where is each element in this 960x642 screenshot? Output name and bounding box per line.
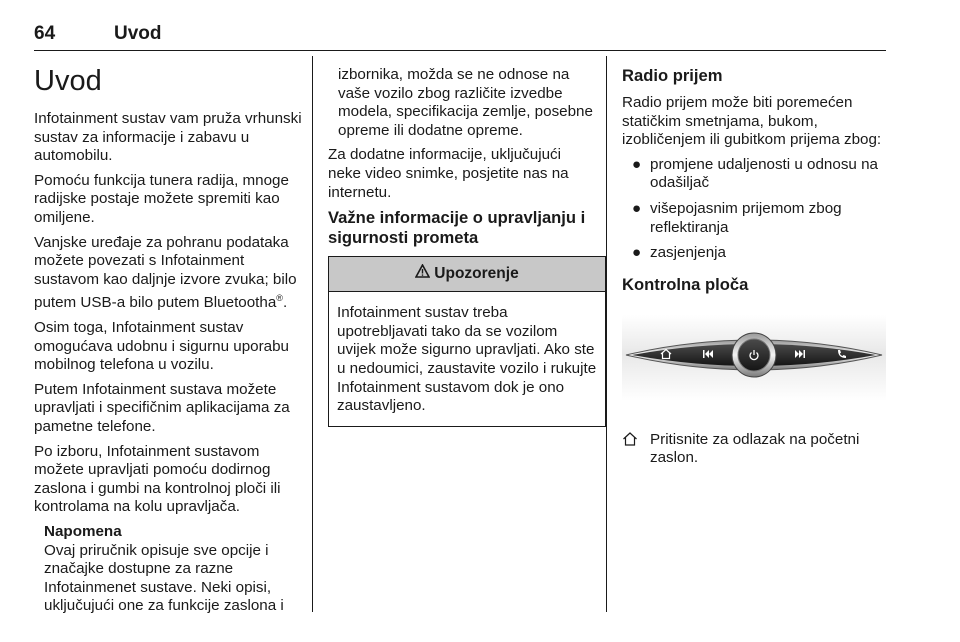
bullet-list [622, 156, 886, 263]
column-2 [328, 66, 597, 427]
list-item-text: promjene udaljenosti u odnosu na odašiljač [650, 155, 878, 192]
main-heading: Uvod [34, 65, 102, 97]
note-title: Napomena [44, 522, 122, 540]
page-number: 64 [34, 23, 56, 44]
list-item-text: višepojasnim prijemom zbog reflektiranja [650, 199, 842, 236]
paragraph [34, 234, 302, 313]
note-continuation: izbornika, možda se ne odnose na vaše vozilo zbog različite izvedbe modela, specifikacija zemlje, posebne opreme ili dodatne opreme. [338, 66, 593, 139]
home-description [622, 431, 886, 468]
column-3 [622, 66, 886, 468]
list-item [622, 200, 886, 237]
paragraph: Za dodatne informacije, uključujući neke video snimke, posjetite nas na internetu. [328, 146, 569, 201]
warning-title: Upozorenje [434, 265, 519, 283]
warning-box [328, 256, 606, 427]
list-item [622, 156, 886, 193]
control-panel-image [622, 315, 886, 401]
paragraph: Pomoću funkcija tunera radija, mnoge radijske postaje možete spremiti kao omiljene. [34, 171, 289, 226]
warning-header [329, 257, 605, 292]
section-heading-radio: Radio prijem [622, 66, 723, 85]
paragraph: Infotainment sustav vam pruža vrhunski sustav za informacije i zabavu u automobilu. [34, 110, 302, 165]
list-item-text: zasjenjenja [650, 244, 726, 262]
paragraph: Osim toga, Infotainment sustav omogućava udobnu i sigurnu uporabu mobilnog telefona u vozilu. [34, 319, 289, 374]
home-icon [622, 431, 638, 453]
column-1 [34, 66, 302, 616]
bullet: ● [632, 244, 642, 262]
registered-mark: ® [276, 293, 283, 304]
note-block [44, 523, 302, 616]
paragraph-text: Vanjske uređaje za pohranu podataka možete povezati s Infotainment sustavom kao daljnje izvore zvuka; bilo putem USB-a bilo putem Bluetootha [34, 233, 297, 312]
bullet: ● [632, 155, 642, 173]
header-rule [34, 50, 886, 51]
bullet: ● [632, 199, 642, 217]
paragraph: Radio prijem može biti poremećen statičkim smetnjama, bukom, izobličenjem ili gubitkom prijema zbog: [622, 94, 882, 149]
note-text: Ovaj priručnik opisuje sve opcije i značajke dostupne za razne Infotainmenet sustave. Neki opisi, uključujući one za funkcije zaslona i [44, 541, 284, 615]
section-heading-panel: Kontrolna ploča [622, 274, 749, 294]
list-item [622, 244, 886, 263]
home-description-text: Pritisnite za odlazak na početni zaslon. [650, 430, 860, 467]
column-divider-1 [312, 56, 313, 612]
warning-triangle-icon [415, 257, 430, 291]
section-heading: Važne informacije o upravljanju i sigurnosti prometa [328, 208, 586, 248]
warning-text: Infotainment sustav treba upotrebljavati tako da se vozilom uvijek može sigurno upravljati. Ako ste u nedoumici, zaustavite vozilo i rukujte Infotainment sustavom dok je ono zaustavljeno. [337, 304, 597, 415]
page-header [34, 23, 886, 51]
paragraph-end: . [282, 294, 288, 312]
section-title: Uvod [114, 23, 162, 44]
paragraph: Po izboru, Infotainment sustavom možete upravljati pomoću dodirnog zaslona i gumbi na kontrolnoj ploči ili kontrolama na kolu upravljača. [34, 442, 281, 516]
column-divider-2 [606, 56, 607, 612]
paragraph: Putem Infotainment sustava možete upravljati i specifičnim aplikacijama za pametne telefone. [34, 380, 290, 435]
